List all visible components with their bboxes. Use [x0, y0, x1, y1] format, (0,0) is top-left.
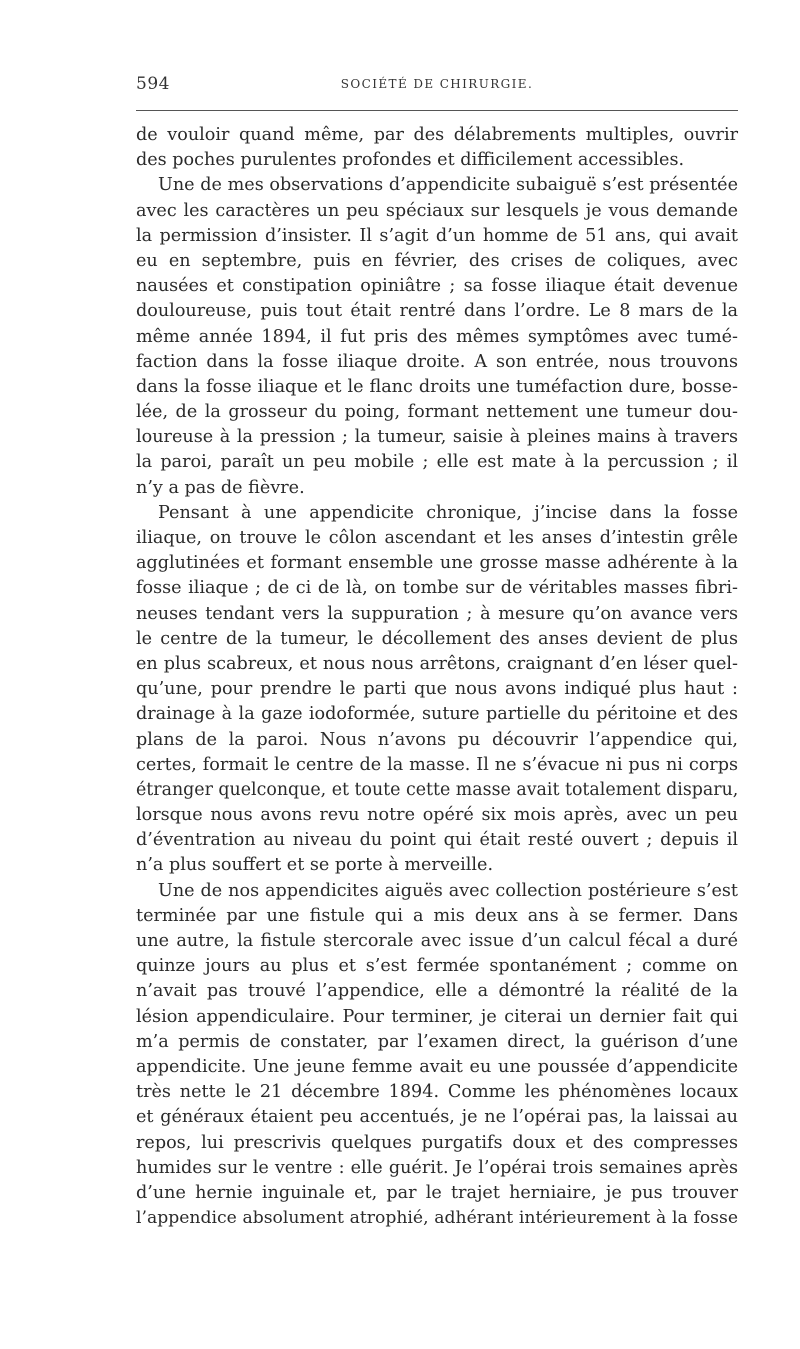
text-line: drainage à la gaze iodoformée, suture partielle du péritoine et des	[136, 704, 738, 725]
text-line: nausées et constipation opiniâtre ; sa fosse iliaque était devenue	[136, 276, 738, 297]
text-line: une autre, la fistule stercorale avec issue d’un calcul fécal a duré	[136, 931, 738, 951]
text-line: Une de mes observations d’appendicite subaiguë s’est présentée	[158, 175, 738, 196]
running-head	[136, 74, 738, 98]
text-line: humides sur le ventre : elle guérit. Je l’opérai trois semaines après	[136, 1157, 738, 1178]
text-line: quinze jours au plus et s’est fermée spontanément ; comme on	[136, 956, 738, 977]
text-line: qu’une, pour prendre le parti que nous avons indiqué plus haut :	[136, 679, 738, 700]
text-line: certes, formait le centre de la masse. Il ne s’évacue ni pus ni corps	[136, 754, 738, 775]
text-line: appendicite. Une jeune femme avait eu une poussée d’appendicite	[136, 1056, 738, 1077]
text-line: la paroi, paraît un peu mobile ; elle est mate à la percussion ; il	[136, 452, 738, 473]
text-line: Pensant à une appendicite chronique, j’incise dans la fosse	[158, 502, 738, 523]
text-line: des poches purulentes profondes et difficilement accessibles.	[136, 150, 685, 171]
text-line: Une de nos appendicites aiguës avec collection postérieure s’est	[158, 880, 738, 901]
text-line: étranger quelconque, et toute cette masse avait totalement disparu,	[136, 779, 739, 800]
text-line: fosse iliaque ; de ci de là, on tombe sur de véritables masses fibri-	[136, 578, 738, 599]
text-line: n’avait pas trouvé l’appendice, elle a démontré la réalité de la	[136, 981, 738, 1002]
text-line: loureuse à la pression ; la tumeur, saisie à pleines mains à travers	[136, 427, 738, 448]
text-line: m’a permis de constater, par l’examen direct, la guérison d’une	[136, 1031, 738, 1052]
text-line: lée, de la grosseur du poing, formant nettement une tumeur dou-	[136, 402, 738, 423]
text-line: neuses tendant vers la suppuration ; à mesure qu’on avance vers	[136, 603, 738, 624]
text-line: agglutinées et formant ensemble une grosse masse adhérente à la	[136, 553, 738, 574]
text-line: et généraux étaient peu accentués, je ne l’opérai pas, la laissai au	[136, 1107, 738, 1128]
text-line: d’une hernie inguinale et, par le trajet herniaire, je pus trouver	[136, 1182, 738, 1203]
text-line: repos, lui prescrivis quelques purgatifs doux et des compresses	[136, 1132, 738, 1153]
text-line: n’y a pas de fièvre.	[136, 477, 305, 498]
text-line: eu en septembre, puis en février, des crises de coliques, avec	[136, 250, 738, 271]
text-line: faction dans la fosse iliaque droite. A son entrée, nous trouvons	[136, 351, 738, 372]
text-line: très nette le 21 décembre 1894. Comme les phénomènes locaux	[136, 1082, 738, 1103]
text-line: l’appendice absolument atrophié, adhérant intérieurement à la fosse	[136, 1208, 738, 1229]
text-line: avec les caractères un peu spéciaux sur lesquels je vous demande	[136, 200, 738, 221]
text-line: en plus scabreux, et nous nous arrêtons, craignant d’en léser quel-	[136, 653, 738, 674]
text-line: dans la fosse iliaque et le flanc droits une tuméfaction dure, bosse-	[136, 376, 738, 397]
text-line: d’éventration au niveau du point qui était resté ouvert ; depuis il	[136, 830, 738, 851]
page-number: 594	[136, 74, 170, 94]
text-line: iliaque, on trouve le côlon ascendant et les anses d’intestin grêle	[136, 528, 738, 548]
text-line: la permission d’insister. Il s’agit d’un homme de 51 ans, qui avait	[136, 225, 738, 246]
text-line: lorsque nous avons revu notre opéré six mois après, avec un peu	[136, 805, 738, 826]
text-line: lésion appendiculaire. Pour terminer, je citerai un dernier fait qui	[136, 1006, 738, 1027]
text-line: douloureuse, puis tout était rentré dans l’ordre. Le 8 mars de la	[136, 301, 738, 322]
text-line: de vouloir quand même, par des délabrements multiples, ouvrir	[136, 125, 738, 145]
text-line: n’a plus souffert et se porte à merveille.	[136, 855, 494, 876]
header-rule	[136, 110, 738, 111]
text-line: plans de la paroi. Nous n’avons pu découvrir l’appendice qui,	[136, 729, 738, 750]
running-title: SOCIÉTÉ DE CHIRURGIE.	[340, 77, 534, 91]
text-line: terminée par une fistule qui a mis deux ans à se fermer. Dans	[136, 905, 738, 926]
body-text	[136, 123, 738, 1231]
text-line: le centre de la tumeur, le décollement des anses devient de plus	[136, 628, 738, 649]
text-line: même année 1894, il fut pris des mêmes symptômes avec tumé-	[136, 326, 738, 347]
